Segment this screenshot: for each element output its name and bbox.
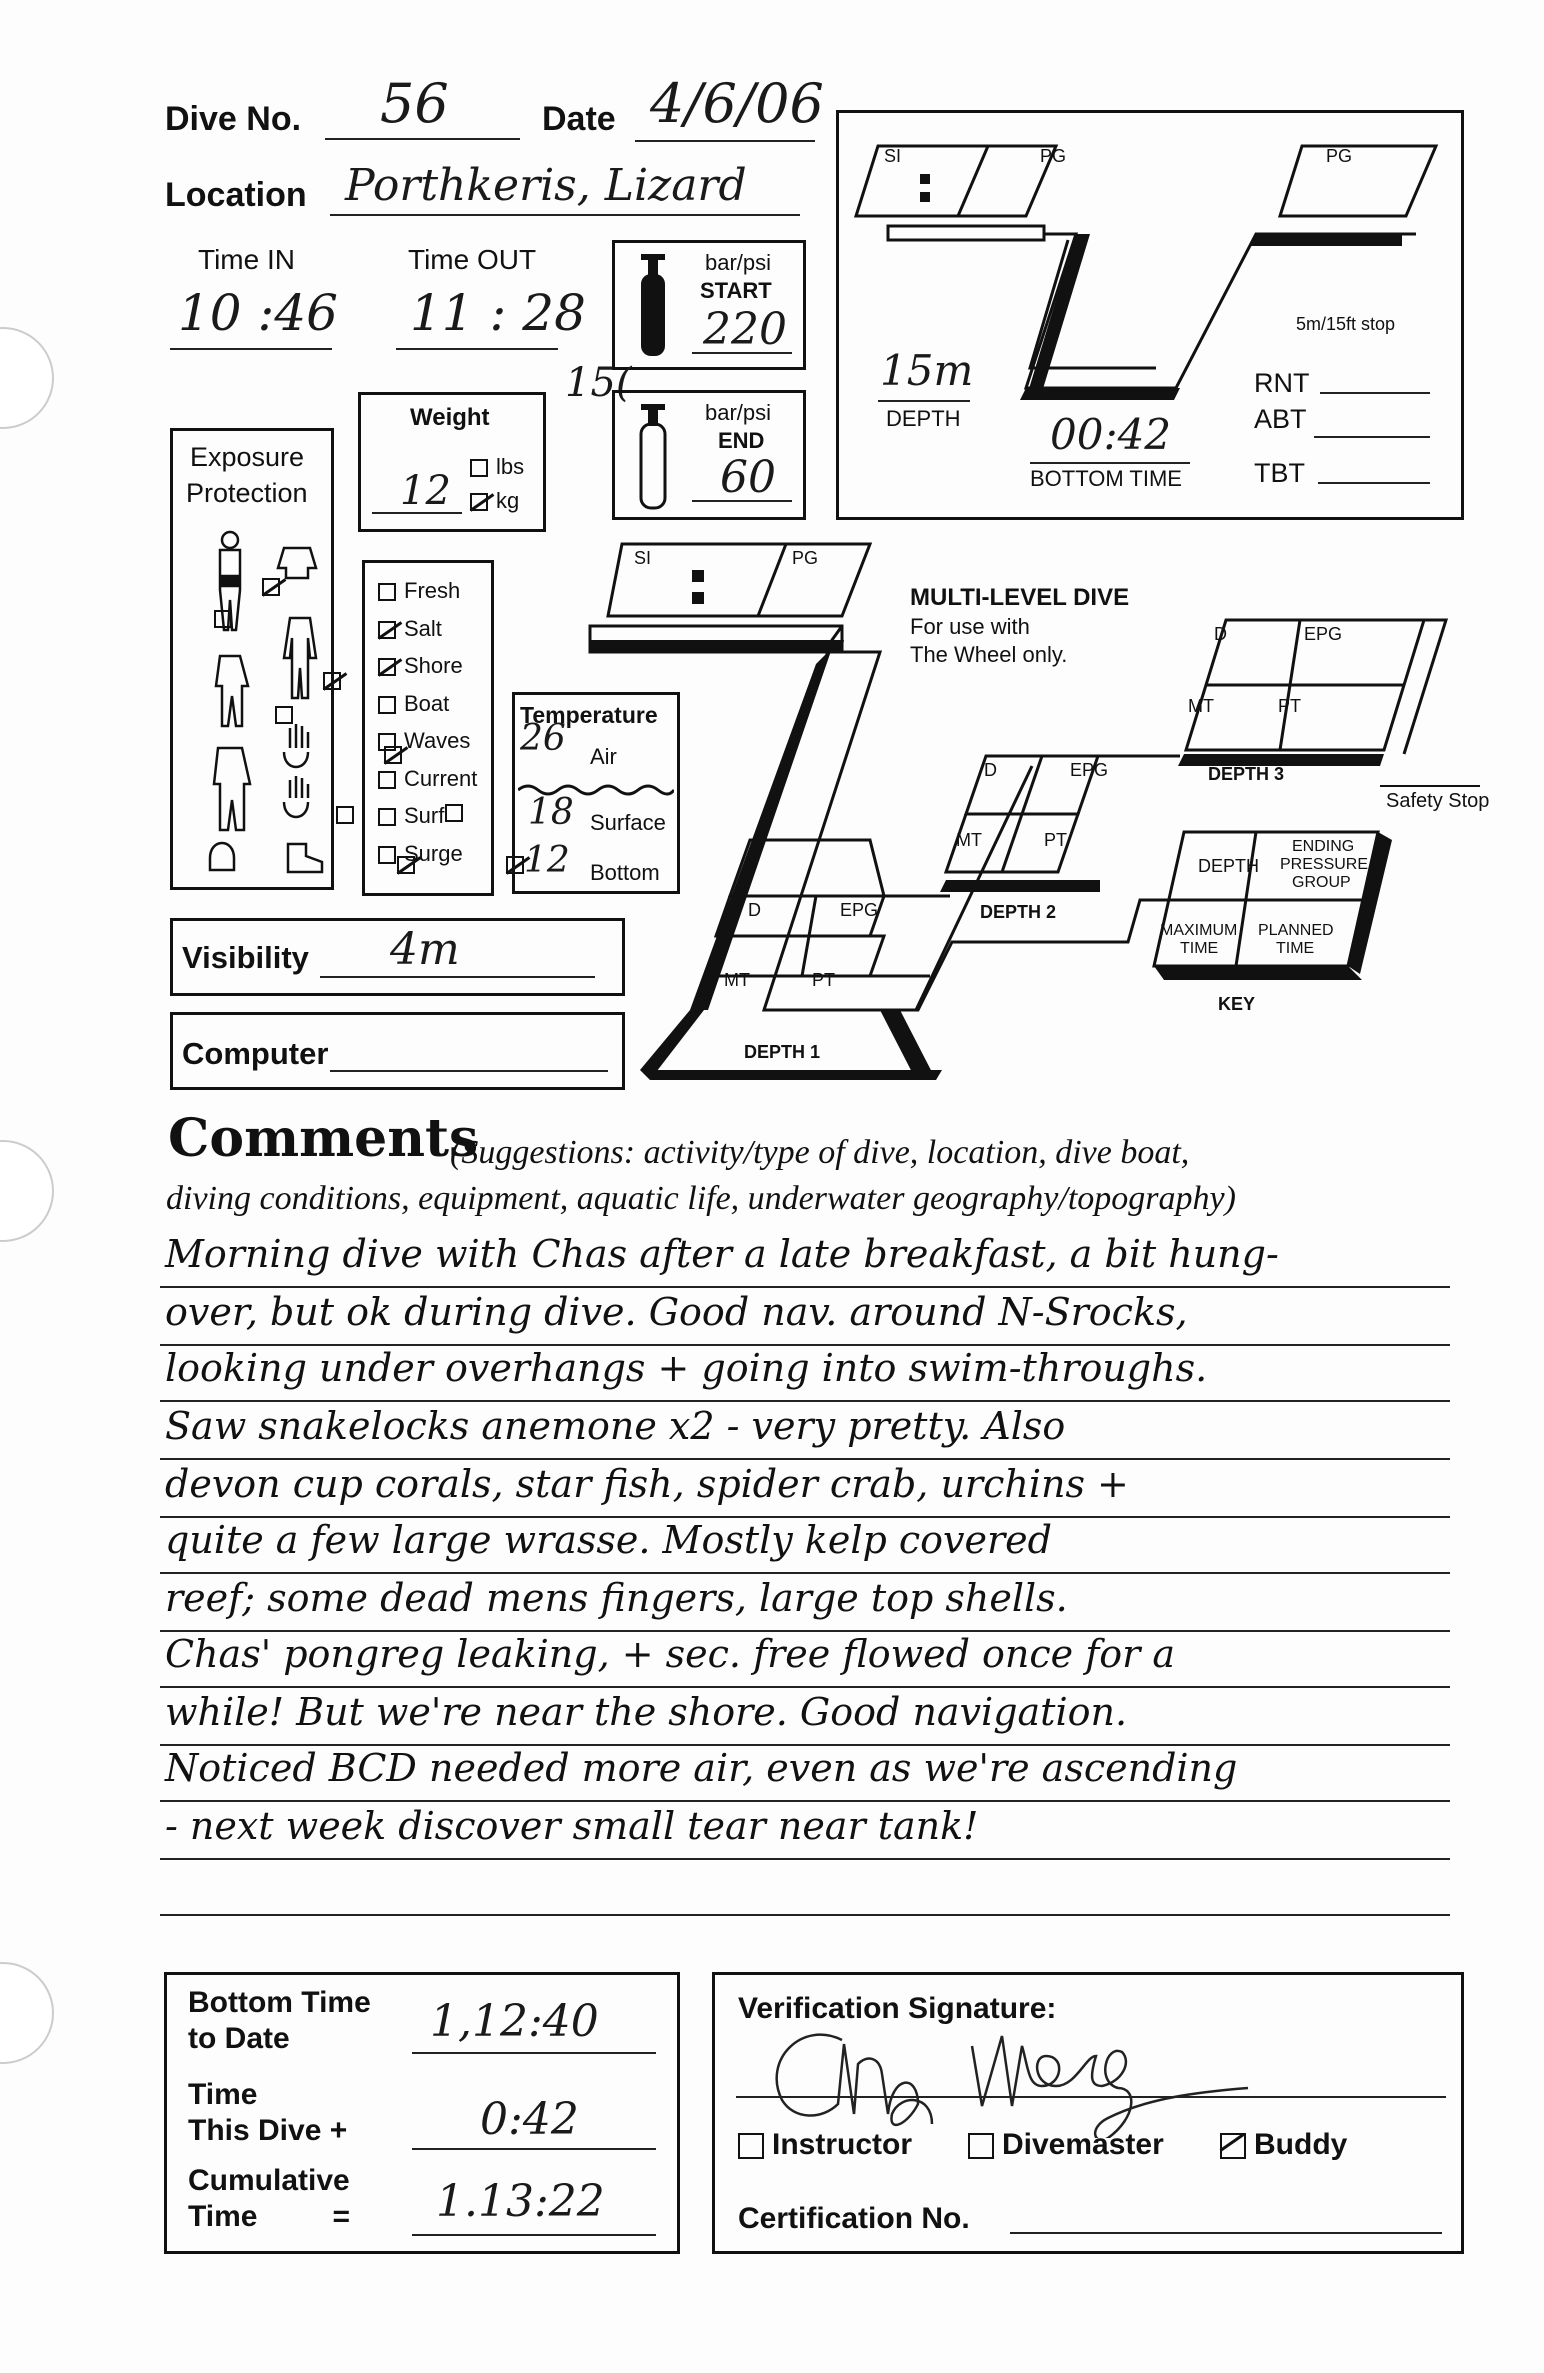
- time-in-value[interactable]: 10 :46: [178, 284, 338, 342]
- signature-scribble: [752, 2018, 1452, 2138]
- binder-hole-bottom: [0, 1962, 54, 2064]
- conditions-list: [378, 578, 477, 878]
- ml-depth1-mt: MT: [724, 970, 750, 990]
- divemaster-checkbox[interactable]: [968, 2133, 994, 2159]
- comments-suggestion-1: (Suggestions: activity/type of dive, location, dive boat,: [450, 1134, 1190, 1171]
- boat-checkbox[interactable]: [378, 696, 396, 714]
- btd-line: [412, 2052, 656, 2054]
- drysuit-checkbox[interactable]: [336, 806, 354, 824]
- condition-label: Current: [404, 765, 478, 791]
- shorty-checkbox[interactable]: [262, 578, 280, 596]
- air-start-label: START: [700, 278, 772, 303]
- profile-bottom-time-value[interactable]: 00:42: [1050, 410, 1172, 459]
- buddy-label: Buddy: [1254, 2128, 1348, 2161]
- btd-label-2: to Date: [188, 2022, 290, 2055]
- divemaster-label: Divemaster: [1002, 2128, 1164, 2161]
- binder-hole-middle: [0, 1140, 54, 1242]
- instructor-option[interactable]: [738, 2128, 912, 2162]
- computer-label: Computer: [182, 1036, 329, 1071]
- abt-label: ABT: [1254, 404, 1307, 434]
- ml-depth2-d: D: [984, 760, 997, 780]
- ml-si-label: SI: [634, 548, 652, 568]
- buddy-option[interactable]: [1220, 2128, 1347, 2162]
- comment-rule: [160, 1686, 1450, 1688]
- signature-line: [736, 2096, 1446, 2098]
- ml-depth3-d: D: [1214, 624, 1227, 644]
- kg-label: kg: [496, 488, 520, 513]
- salt-checkbox[interactable]: [378, 621, 396, 639]
- air-end-value[interactable]: 60: [720, 452, 776, 503]
- ml-depth1-epg: EPG: [840, 900, 879, 920]
- temp-bottom-value[interactable]: 12: [524, 840, 570, 881]
- exposure-suits-icons: [180, 528, 330, 888]
- swimsuit-checkbox[interactable]: [214, 610, 232, 628]
- tank-empty-icon: [635, 400, 671, 512]
- profile-stop-label: 5m/15ft stop: [1296, 314, 1396, 334]
- ml-key-mt1: MAXIMUM: [1160, 922, 1238, 939]
- air-margin-note: 15(: [565, 360, 632, 406]
- btd-label-1: Bottom Time: [188, 1986, 371, 2019]
- condition-waves[interactable]: [378, 728, 477, 766]
- condition-label: Shore: [404, 653, 463, 678]
- ml-depth3-pt: PT: [1278, 696, 1302, 716]
- tbt-line: [1318, 482, 1430, 484]
- date-label: Date: [542, 100, 616, 138]
- ml-key-pt1: PLANNED: [1258, 922, 1334, 939]
- ml-title: MULTI-LEVEL DIVE: [910, 584, 1130, 611]
- ml-depth2-pt: PT: [1044, 830, 1068, 850]
- certification-line: [1010, 2232, 1442, 2234]
- comment-line[interactable]: devon cup corals, star fish, spider crab, urchins +: [165, 1462, 1129, 1506]
- ml-safety-stop: Safety Stop: [1386, 790, 1490, 812]
- ml-depth3-epg: EPG: [1304, 624, 1343, 644]
- this-dive-label-1: Time: [188, 2078, 258, 2111]
- exposure-label-1: Exposure: [190, 442, 305, 472]
- date-value[interactable]: 4/6/06: [650, 72, 824, 135]
- multilevel-dive-diagram: [580, 540, 1480, 1095]
- comment-rule: [160, 1400, 1450, 1402]
- binder-hole-top: [0, 327, 54, 429]
- ml-depth3-mt: MT: [1188, 696, 1214, 716]
- ml-depth2-mt: MT: [956, 830, 982, 850]
- profile-depth-value[interactable]: 15m: [880, 346, 974, 395]
- location-label: Location: [165, 176, 307, 214]
- certification-label: Certification No.: [738, 2202, 970, 2235]
- comment-line[interactable]: reef; some dead mens fingers, large top shells.: [165, 1576, 1068, 1620]
- shore-checkbox[interactable]: [378, 658, 396, 676]
- comments-suggestion-2: diving conditions, equipment, aquatic life, underwater geography/topography): [166, 1180, 1236, 1217]
- ml-key-epg2: PRESSURE: [1280, 856, 1369, 873]
- ml-key-epg1: ENDING: [1292, 838, 1355, 855]
- lbs-label: lbs: [496, 454, 525, 479]
- profile-bottom-time-line: [1030, 462, 1190, 464]
- comment-line[interactable]: quite a few large wrasse. Mostly kelp covered: [165, 1518, 1052, 1562]
- profile-si-label: SI: [884, 146, 902, 166]
- comment-line[interactable]: over, but ok during dive. Good nav. around N-Srocks,: [165, 1290, 1188, 1334]
- condition-surf[interactable]: [378, 803, 477, 841]
- visibility-line: [320, 976, 595, 978]
- time-in-line: [170, 348, 332, 350]
- comment-line[interactable]: - next week discover small tear near tank!: [165, 1804, 979, 1848]
- air-end-label: END: [718, 428, 765, 453]
- ml-key-mt2: TIME: [1180, 940, 1219, 957]
- abt-line: [1314, 436, 1430, 438]
- location-value[interactable]: Porthkeris, Lizard: [345, 160, 747, 211]
- tbt-label: TBT: [1254, 458, 1305, 488]
- air-end-line: [692, 500, 792, 502]
- visibility-value[interactable]: 4m: [390, 924, 460, 975]
- comment-line[interactable]: Saw snakelocks anemone x2 - very pretty. Also: [165, 1404, 1066, 1448]
- btd-value[interactable]: 1,12:40: [430, 1996, 599, 2047]
- condition-current[interactable]: [378, 766, 477, 804]
- ml-depth1-label: DEPTH 1: [744, 1042, 821, 1062]
- ml-key-pt2: TIME: [1276, 940, 1315, 957]
- temp-air-label: Air: [590, 744, 617, 769]
- air-end-units: bar/psi: [705, 400, 772, 425]
- verification-label: Verification Signature:: [738, 1992, 1057, 2025]
- instructor-label: Instructor: [772, 2128, 913, 2161]
- this-dive-line: [412, 2148, 656, 2150]
- profile-depth-label: DEPTH: [886, 406, 961, 431]
- profile-bottom-time-label: BOTTOM TIME: [1030, 466, 1182, 491]
- weight-lbs-option[interactable]: [470, 454, 524, 480]
- comment-rule: [160, 1858, 1450, 1860]
- ml-sub2: The Wheel only.: [910, 642, 1068, 667]
- cumulative-value[interactable]: 1.13:22: [436, 2176, 605, 2227]
- comment-line[interactable]: Chas' pongreg leaking, + sec. free flowed once for a: [165, 1632, 1176, 1676]
- kg-checkbox[interactable]: [470, 493, 488, 511]
- air-start-value[interactable]: 220: [703, 304, 787, 355]
- instructor-checkbox[interactable]: [738, 2133, 764, 2159]
- cumulative-line: [412, 2234, 656, 2236]
- profile-pg2-label: PG: [1326, 146, 1353, 166]
- profile-pg-label: PG: [1040, 146, 1067, 166]
- time-out-label: Time OUT: [408, 244, 537, 275]
- dive-no-line: [325, 138, 520, 140]
- cumulative-label-1: Cumulative: [188, 2164, 350, 2197]
- weight-line: [372, 512, 462, 514]
- dive-no-value[interactable]: 56: [380, 72, 449, 135]
- condition-label: Waves: [404, 728, 471, 753]
- comment-rule: [160, 1286, 1450, 1288]
- this-dive-value[interactable]: 0:42: [480, 2094, 579, 2145]
- time-out-value[interactable]: 11 : 28: [410, 284, 586, 342]
- surf-checkbox[interactable]: [378, 808, 396, 826]
- ml-depth3-label: DEPTH 3: [1208, 764, 1285, 784]
- temperature-label: Temperature: [520, 702, 658, 728]
- air-start-units: bar/psi: [705, 250, 772, 275]
- lbs-checkbox[interactable]: [470, 459, 488, 477]
- comment-line[interactable]: Morning dive with Chas after a late breakfast, a bit hung-: [165, 1232, 1279, 1276]
- rnt-label: RNT: [1254, 368, 1310, 398]
- temp-bottom-label: Bottom: [590, 860, 660, 885]
- temp-air-value[interactable]: 26: [520, 718, 566, 759]
- ml-depth1-pt: PT: [812, 970, 836, 990]
- comment-rule: [160, 1572, 1450, 1574]
- time-out-line: [396, 348, 558, 350]
- ml-depth2-epg: EPG: [1070, 760, 1109, 780]
- condition-surge[interactable]: [378, 841, 477, 879]
- weight-kg-option[interactable]: [470, 488, 519, 514]
- this-dive-label-2: This Dive +: [188, 2114, 348, 2147]
- weight-label: Weight: [410, 404, 490, 431]
- ml-key-depth: DEPTH: [1198, 856, 1260, 876]
- buddy-checkbox[interactable]: [1220, 2133, 1246, 2159]
- surge-checkbox[interactable]: [378, 846, 396, 864]
- location-line: [330, 214, 800, 216]
- ml-sub1: For use with: [910, 614, 1030, 639]
- condition-label: Surf: [404, 803, 445, 828]
- date-line: [635, 140, 815, 142]
- fresh-checkbox[interactable]: [378, 583, 396, 601]
- tank-full-icon: [635, 252, 671, 360]
- visibility-label: Visibility: [182, 940, 309, 975]
- ml-key-epg3: GROUP: [1292, 874, 1351, 891]
- comment-rule: [160, 1914, 1450, 1916]
- computer-line: [330, 1070, 608, 1072]
- ml-pg-label: PG: [792, 548, 819, 568]
- comment-rule: [160, 1800, 1450, 1802]
- waves-checkbox[interactable]: [378, 733, 396, 751]
- comments-title: Comments: [168, 1108, 479, 1169]
- exposure-label-2: Protection: [186, 478, 308, 508]
- fullsuit-checkbox[interactable]: [323, 672, 341, 690]
- condition-fresh[interactable]: [378, 578, 477, 616]
- condition-salt[interactable]: [378, 616, 477, 654]
- cumulative-label-2: Time =: [188, 2200, 351, 2233]
- condition-label: Fresh: [404, 578, 461, 603]
- dive-no-label: Dive No.: [165, 100, 302, 138]
- ml-depth2-label: DEPTH 2: [980, 902, 1057, 922]
- wetsuit-checkbox[interactable]: [275, 706, 293, 724]
- ml-depth1-d: D: [748, 900, 761, 920]
- comment-line[interactable]: while! But we're near the shore. Good navigation.: [165, 1690, 1128, 1734]
- temp-surface-value[interactable]: 18: [528, 792, 574, 833]
- divemaster-option[interactable]: [968, 2128, 1164, 2162]
- ml-key-label: KEY: [1218, 994, 1256, 1014]
- condition-shore[interactable]: [378, 653, 477, 691]
- comment-rule: [160, 1458, 1450, 1460]
- comment-line[interactable]: Noticed BCD needed more air, even as we're ascending: [165, 1746, 1238, 1790]
- temp-surface-label: Surface: [590, 810, 666, 835]
- current-checkbox[interactable]: [378, 771, 396, 789]
- weight-value[interactable]: 12: [400, 468, 451, 514]
- condition-label: Salt: [404, 615, 442, 641]
- comment-line[interactable]: looking under overhangs + going into swim-throughs.: [165, 1346, 1208, 1390]
- air-start-line: [692, 352, 792, 354]
- condition-label: Surge: [404, 840, 463, 866]
- time-in-label: Time IN: [198, 244, 295, 275]
- profile-depth-line: [878, 400, 970, 402]
- condition-boat[interactable]: [378, 691, 477, 729]
- rnt-line: [1320, 392, 1430, 394]
- condition-label: Boat: [404, 690, 450, 716]
